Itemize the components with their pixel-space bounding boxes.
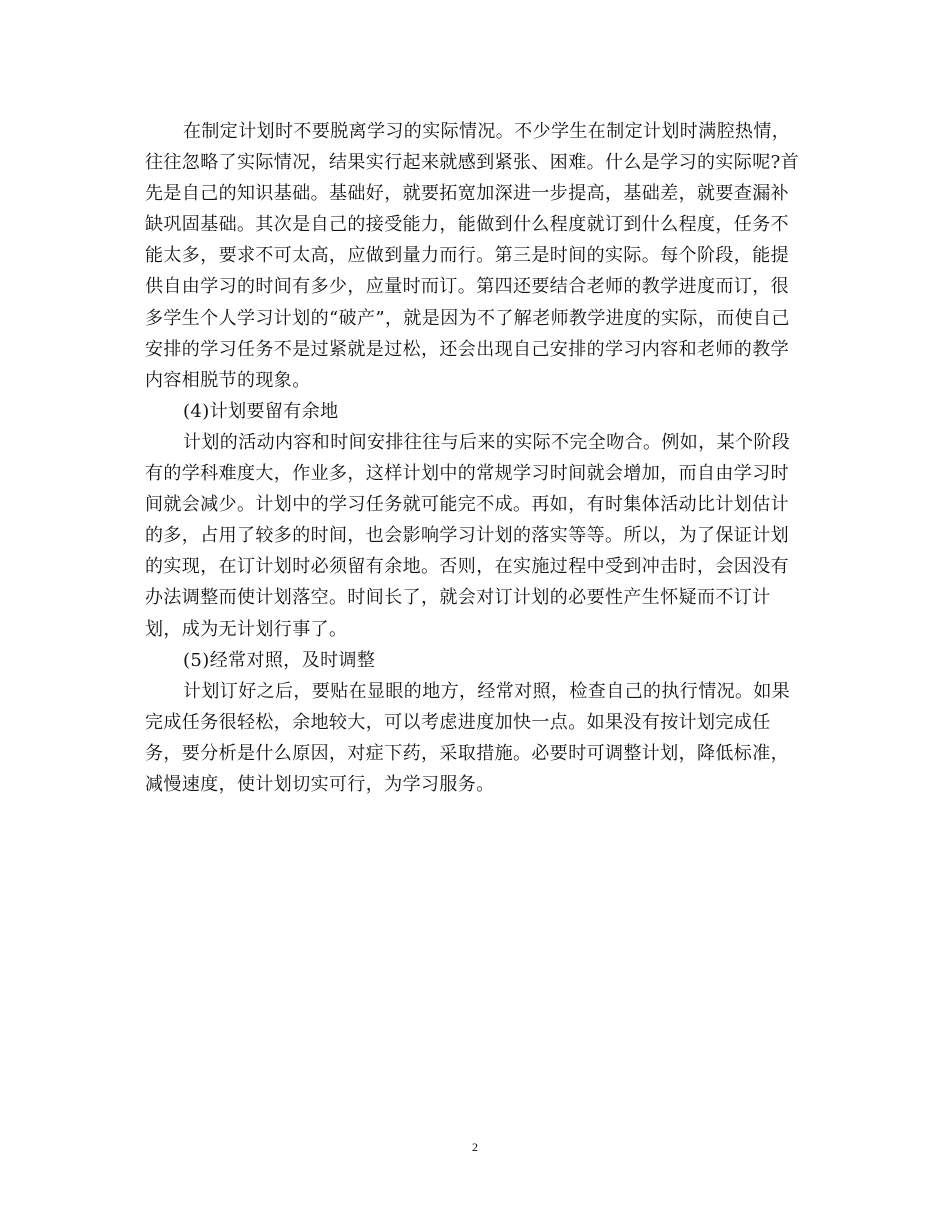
paragraph-line: 的实现，在订计划时必须留有余地。否则，在实施过程中受到冲击时，会因没有 — [145, 556, 789, 578]
paragraph-line: 多学生个人学习计划的“破产”，就是因为不了解老师教学进度的实际，而使自己 — [145, 307, 790, 329]
paragraph-line: 内容相脱节的现象。 — [145, 369, 311, 391]
paragraph-line: 完成任务很轻松，余地较大，可以考虑进度加快一点。如果没有按计划完成任 — [145, 711, 771, 733]
section-heading: (5)经常对照，及时调整 — [183, 649, 376, 671]
paragraph-line: 间就会减少。计划中的学习任务就可能完不成。再如，有时集体活动比计划估计 — [145, 494, 789, 516]
paragraph-line: 有的学科难度大，作业多，这样计划中的常规学习时间就会增加，而自由学习时 — [145, 463, 789, 485]
paragraph-line: 计划订好之后，要贴在显眼的地方，经常对照，检查自己的执行情况。如果 — [183, 680, 791, 702]
paragraph-line: 往往忽略了实际情况，结果实行起来就感到紧张、困难。什么是学习的实际呢?首 — [145, 152, 800, 174]
page-number: 2 — [472, 1140, 478, 1154]
paragraph-line: 计划的活动内容和时间安排往往与后来的实际不完全吻合。例如，某个阶段 — [183, 431, 791, 453]
paragraph-line: 在制定计划时不要脱离学习的实际情况。不少学生在制定计划时满腔热情， — [183, 121, 791, 142]
body-text — [145, 116, 810, 800]
paragraph-line: 办法调整而使计划落空。时间长了，就会对订计划的必要性产生怀疑而不订计 — [145, 587, 771, 609]
paragraph-line: 缺巩固基础。其次是自己的接受能力，能做到什么程度就订到什么程度，任务不 — [145, 214, 789, 236]
paragraph-line: 安排的学习任务不是过紧就是过松，还会出现自己安排的学习内容和老师的教学 — [145, 338, 789, 360]
paragraph-line: 务，要分析是什么原因，对症下药，采取措施。必要时可调整计划，降低标准， — [145, 742, 789, 764]
section-heading: (4)计划要留有余地 — [183, 400, 339, 422]
paragraph-line: 供自由学习的时间有多少，应量时而订。第四还要结合老师的教学进度而订，很 — [145, 276, 789, 298]
paragraph-line: 先是自己的知识基础。基础好，就要拓宽加深进一步提高，基础差，就要查漏补 — [145, 183, 789, 205]
paragraph-line: 划，成为无计划行事了。 — [145, 618, 348, 640]
paragraph-line: 能太多，要求不可太高，应做到量力而行。第三是时间的实际。每个阶段，能提 — [145, 245, 789, 267]
paragraph-line: 的多，占用了较多的时间，也会影响学习计划的落实等等。所以，为了保证计划 — [145, 525, 789, 547]
paragraph-line: 减慢速度，使计划切实可行，为学习服务。 — [145, 773, 495, 795]
